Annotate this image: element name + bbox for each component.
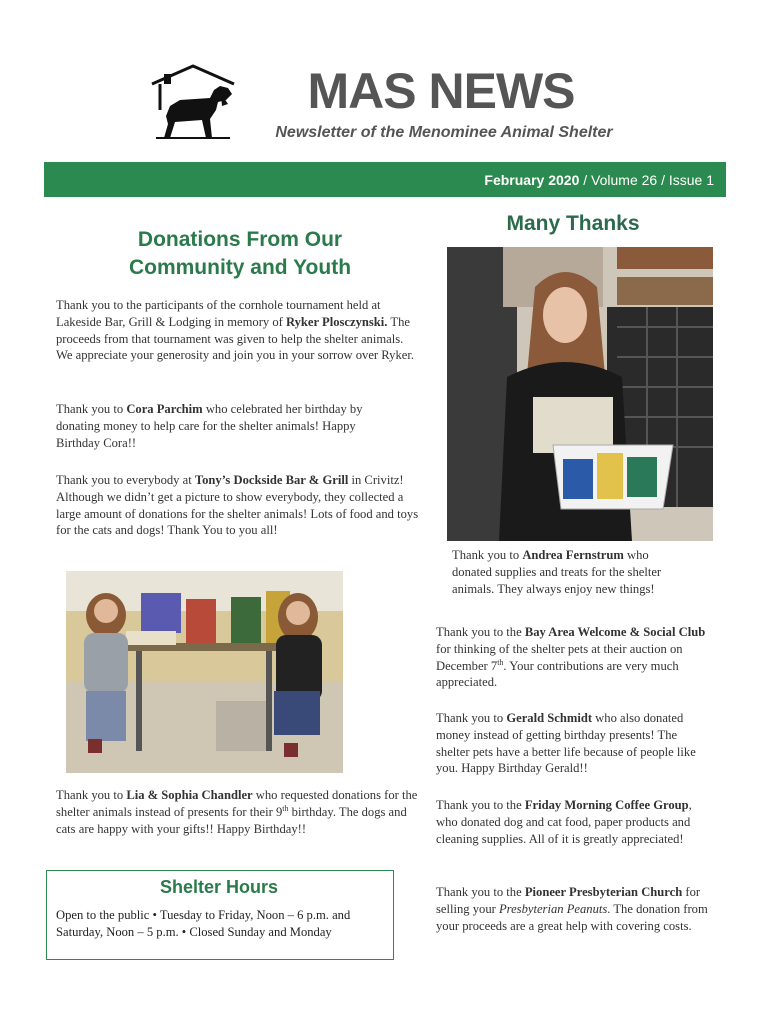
tonys-paragraph: Thank you to everybody at Tony’s Dockside Bar & Grill in Crivitz! Although we didn’t get a picture to show everybody, they collected a large amount of donations for the shelter animals! Lots of food and toys for the cats and dogs! Thank You to you all! bbox=[56, 473, 419, 538]
shelter-logo-icon bbox=[150, 64, 236, 142]
bay-area-paragraph: Thank you to the Bay Area Welcome & Social Club for thinking of the shelter pets at their auction on December 7th. Your contributions are very much appreciated. bbox=[436, 625, 706, 690]
gerald-paragraph: Thank you to Gerald Schmidt who also donated money instead of getting birthday presents! The shelter pets have a better life because of people like you. Happy Birthday Gerald!! bbox=[436, 711, 696, 776]
issue-date: February 2020 bbox=[484, 172, 580, 188]
shelter-hours-text: Open to the public • Tuesday to Friday, Noon – 6 p.m. and Saturday, Noon – 5 p.m. • Closed Sunday and Monday bbox=[56, 908, 351, 939]
coffee-group-paragraph: Thank you to the Friday Morning Coffee Group, who donated dog and cat food, paper products and cleaning supplies. All of it is greatly appreciated! bbox=[436, 798, 692, 846]
andrea-fernstrum-photo bbox=[447, 247, 713, 541]
cornhole-paragraph: Thank you to the participants of the cornhole tournament held at Lakeside Bar, Grill & Lodging in memory of Ryker Plosczynski. The proceeds from that tournament was given to help the shelter animals. We appreciate your generosity and join you in your sorrow over Ryker. bbox=[56, 298, 415, 363]
many-thanks-heading: Many Thanks bbox=[506, 212, 640, 235]
cora-paragraph: Thank you to Cora Parchim who celebrated her birthday by donating money to help care for the shelter animals! Happy Birthday Cora!! bbox=[56, 402, 363, 450]
twins-caption: Thank you to Lia & Sophia Chandler who requested donations for the shelter animals instead of presents for their 9th birthday. The dogs and cats are happy with your gifts!! Happy Birthday!! bbox=[56, 788, 418, 836]
newsletter-title: MAS NEWS bbox=[307, 63, 575, 119]
issue-info bbox=[44, 172, 714, 188]
newsletter-subtitle: Newsletter of the Menominee Animal Shelter bbox=[275, 124, 613, 141]
chandler-twins-photo bbox=[66, 571, 343, 773]
presbyterian-paragraph: Thank you to the Pioneer Presbyterian Church for selling your Presbyterian Peanuts. The donation from your proceeds are a great help with covering costs. bbox=[436, 885, 708, 933]
issue-volume: / Volume 26 / Issue 1 bbox=[579, 172, 714, 188]
shelter-hours-title: Shelter Hours bbox=[159, 877, 279, 897]
andrea-caption: Thank you to Andrea Fernstrum who donated supplies and treats for the shelter animals. They always enjoy new things! bbox=[452, 548, 662, 596]
donations-heading: Donations From Our Community and Youth bbox=[128, 228, 352, 279]
